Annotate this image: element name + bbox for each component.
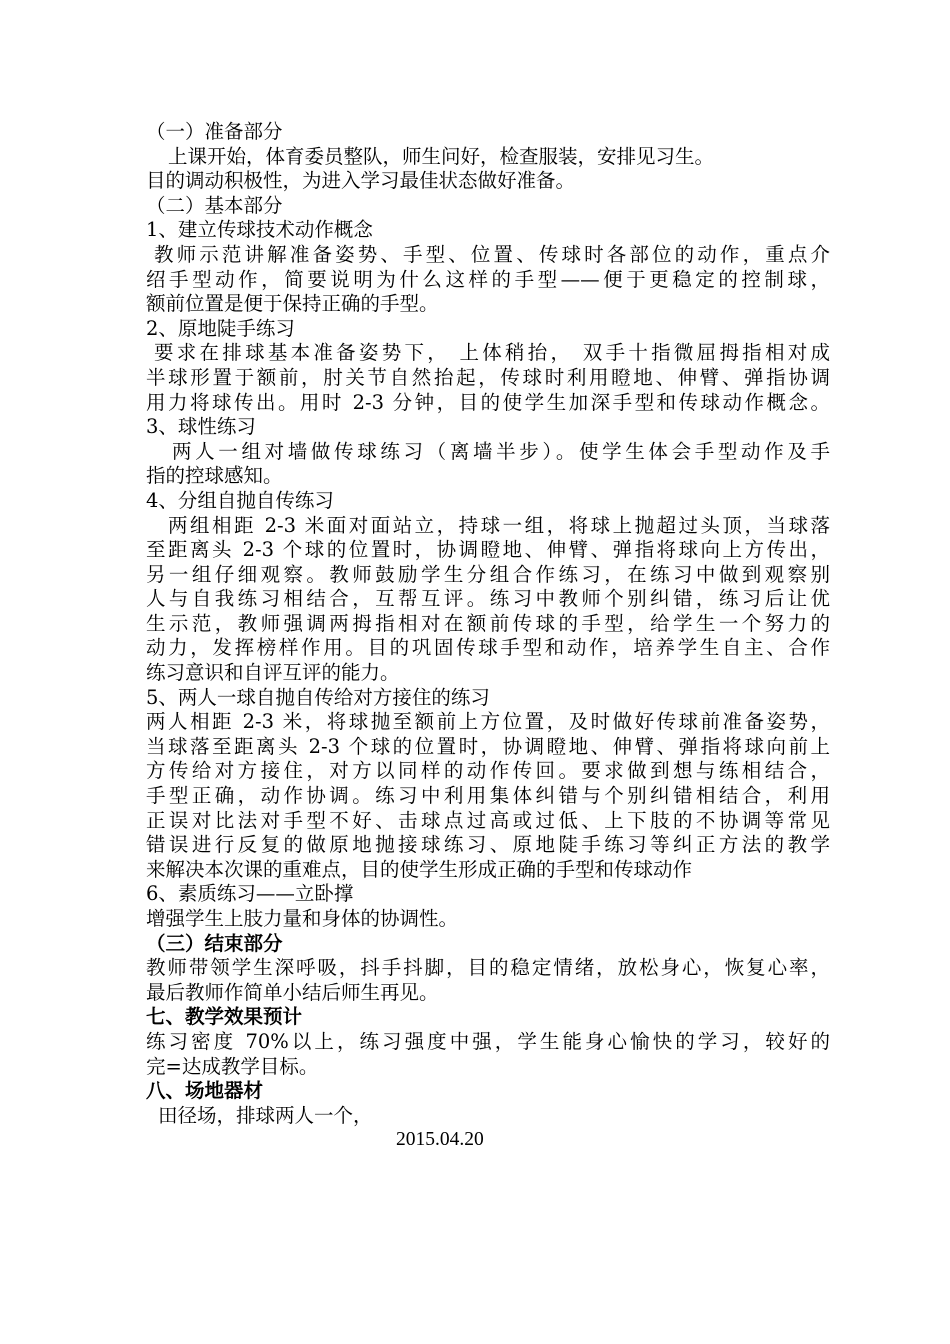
section-6-title: 6、素质练习——立卧撑 (146, 882, 354, 906)
section-2-text-line: 半球形置于额前，肘关节自然抬起，传球时利用瞪地、伸臂、弹指协调 (146, 365, 830, 389)
document-date: 2015.04.20 (396, 1129, 484, 1151)
section-1-text-line: 绍手型动作，简要说明为什么这样的手型——便于更稳定的控制球， (146, 267, 830, 291)
section-3-title: 3、球性练习 (146, 415, 256, 439)
section-2-text-line: 要求在排球基本准备姿势下， 上体稍抬， 双手十指微屈拇指相对成 (154, 341, 830, 365)
section-3-text-line: 指的控球感知。 (146, 464, 283, 488)
section-1-title: 1、建立传球技术动作概念 (146, 218, 373, 242)
section-4-text-line: 人与自我练习相结合，互帮互评。练习中教师个别纠错，练习后让优 (146, 587, 830, 611)
section-2-text-line: 用力将球传出。用时 2-3 分钟，目的使学生加深手型和传球动作概念。 (146, 390, 830, 414)
section-4-text-line: 练习意识和自评互评的能力。 (146, 661, 400, 685)
section-1-text-line: 额前位置是便于保持正确的手型。 (146, 292, 439, 316)
section-3-text-line: 两人一组对墙做传球练习（离墙半步）。使学生体会手型动作及手 (172, 439, 830, 463)
section-5-text-line: 手型正确，动作协调。练习中利用集体纠错与个别纠错相结合，利用 (146, 784, 830, 808)
section-5-title: 5、两人一球自抛自传给对方接住的练习 (146, 685, 490, 709)
section-6-text-line: 增强学生上肢力量和身体的协调性。 (146, 907, 459, 930)
heading-7: 七、教学效果预计 (146, 1005, 303, 1029)
section-4-text-line: 两组相距 2-3 米面对面站立，持球一组，将球上抛超过头顶，当球落 (168, 513, 830, 537)
section-5-text-line: 正误对比法对手型不好、击球点过高或过低、上下肢的不协调等常见 (146, 808, 830, 832)
basic-heading: （二）基本部分 (146, 193, 283, 217)
heading-8: 八、场地器材 (146, 1079, 264, 1103)
section-5-text-line: 两人相距 2-3 米，将球抛至额前上方位置，及时做好传球前准备姿势， (146, 710, 830, 734)
section-4-text-line: 生示范，教师强调两拇指相对在额前传球的手型，给学生一个努力的 (146, 611, 830, 635)
prep-text-line: 上课开始，体育委员整队，师生问好，检查服装，安排见习生。 (168, 144, 715, 168)
end-heading: （三）结束部分 (146, 931, 283, 955)
section-5-text-line: 来解决本次课的重难点，目的使学生形成正确的手型和传球动作 (146, 857, 693, 881)
section-4-text-line: 动力，发挥榜样作用。目的巩固传球手型和动作，培养学生自主、合作 (146, 636, 830, 660)
end-text-line: 最后教师作简单小结后师生再见。 (146, 980, 439, 1004)
heading-8-text-line: 田径场，排球两人一个， (158, 1103, 373, 1127)
section-5-text-line: 方传给对方接住，对方以同样的动作传回。要求做到想与练相结合， (146, 759, 830, 783)
heading-7-text-line: 练习密度 70%以上，练习强度中强，学生能身心愉快的学习，较好的 (146, 1029, 830, 1053)
section-5-text-line: 当球落至距离头 2-3 个球的位置时，协调瞪地、伸臂、弹指将球向前上 (146, 734, 830, 758)
section-2-title: 2、原地陡手练习 (146, 316, 295, 340)
prep-heading: （一）准备部分 (146, 120, 283, 143)
section-4-text-line: 另一组仔细观察。教师鼓励学生分组合作练习，在练习中做到观察别 (146, 562, 830, 586)
section-4-text-line: 至距离头 2-3 个球的位置时，协调瞪地、伸臂、弹指将球向上方传出， (146, 538, 830, 562)
section-4-title: 4、分组自抛自传练习 (146, 488, 334, 512)
section-1-text-line: 教师示范讲解准备姿势、手型、位置、传球时各部位的动作，重点介 (154, 242, 830, 266)
document-body (146, 120, 830, 1153)
prep-text-line: 目的调动积极性，为进入学习最佳状态做好准备。 (146, 169, 576, 193)
end-text-line: 教师带领学生深呼吸，抖手抖脚，目的稳定情绪，放松身心，恢复心率， (146, 956, 830, 980)
heading-7-text-line: 完=达成教学目标。 (146, 1054, 319, 1078)
section-5-text-line: 错误进行反复的做原地抛接球练习、原地陡手练习等纠正方法的教学 (146, 833, 830, 857)
